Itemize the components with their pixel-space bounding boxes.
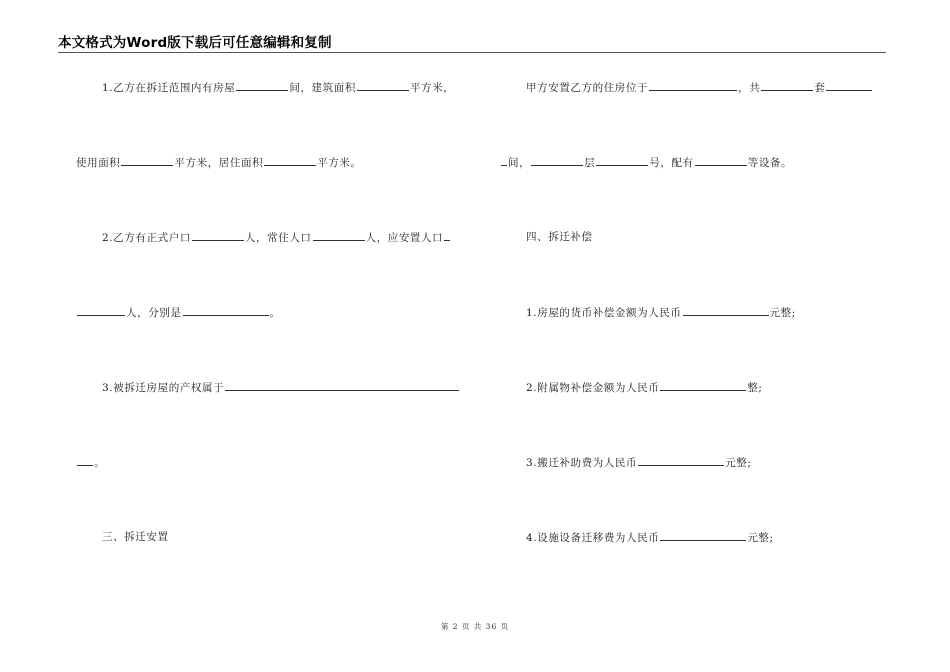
text: 3.被拆迁房屋的产权属于 <box>102 382 225 394</box>
fill-blank <box>183 305 269 316</box>
document-banner: 本文格式为Word版下载后可任意编辑和复制 <box>58 35 332 51</box>
fill-blank <box>695 155 747 166</box>
fill-blank <box>313 230 365 241</box>
fill-blank <box>77 305 125 316</box>
right-line-5 <box>526 380 763 395</box>
right-line-6 <box>526 455 751 470</box>
fill-blank <box>531 155 583 166</box>
text: 等设备。 <box>747 157 793 169</box>
fill-blank <box>501 155 507 166</box>
fill-blank <box>444 230 450 241</box>
text: 四、拆迁补偿 <box>526 231 593 243</box>
text: 人，分别是 <box>126 307 182 319</box>
left-line-3 <box>102 230 451 245</box>
text: 平方米。 <box>317 157 362 169</box>
text: 层 <box>584 157 596 169</box>
text: 使用面积 <box>76 157 121 169</box>
right-line-2 <box>500 155 792 170</box>
text: 3.搬迁补助费为人民币 <box>526 457 638 469</box>
fill-blank <box>683 305 769 316</box>
text: 甲方安置乙方的住房位于 <box>526 82 649 94</box>
text: 4.设施设备迁移费为人民币 <box>526 532 660 544</box>
text: 人，应安置人口 <box>365 232 444 244</box>
text: 平方米， <box>409 82 455 94</box>
text: 。 <box>269 307 281 319</box>
text: 2.乙方有正式户口 <box>102 232 191 244</box>
left-line-1 <box>102 80 454 95</box>
text: 元整; <box>747 532 774 544</box>
fill-blank <box>264 155 316 166</box>
header-rule <box>58 52 886 53</box>
page-indicator: 第 2 页 共 36 页 <box>440 622 510 631</box>
text: ，共 <box>738 82 761 94</box>
right-line-1 <box>526 80 873 95</box>
fill-blank <box>660 380 746 391</box>
text: 人，常住人口 <box>244 232 312 244</box>
left-line-4 <box>76 305 281 320</box>
text: 元整; <box>725 457 752 469</box>
right-line-4 <box>526 305 796 320</box>
text: 1.房屋的货币补偿金额为人民币 <box>526 307 682 319</box>
text: 套 <box>814 82 826 94</box>
text: 平方米，居住面积 <box>174 157 264 169</box>
section-heading-compensation <box>526 230 593 244</box>
left-line-2 <box>76 155 362 170</box>
section-heading-relocation <box>102 530 169 544</box>
text: 1.乙方在拆迁范围内有房屋 <box>102 82 236 94</box>
text: 间，建筑面积 <box>289 82 356 94</box>
text: 三、拆迁安置 <box>102 531 169 543</box>
fill-blank <box>225 380 459 391</box>
fill-blank <box>826 80 872 91</box>
text: 号，配有 <box>649 157 694 169</box>
fill-blank <box>121 155 173 166</box>
fill-blank <box>77 455 93 466</box>
fill-blank <box>649 80 737 91</box>
fill-blank <box>357 80 409 91</box>
right-line-7 <box>526 530 774 545</box>
text: 。 <box>94 457 106 469</box>
text: 整; <box>747 382 763 394</box>
fill-blank <box>236 80 288 91</box>
text: 元整; <box>769 307 796 319</box>
fill-blank <box>761 80 813 91</box>
left-line-5 <box>102 380 460 395</box>
text: 间， <box>508 157 531 169</box>
fill-blank <box>660 530 746 541</box>
left-line-6 <box>76 455 105 470</box>
fill-blank <box>192 230 244 241</box>
text: 2.附属物补偿金额为人民币 <box>526 382 660 394</box>
fill-blank <box>596 155 648 166</box>
fill-blank <box>638 455 724 466</box>
